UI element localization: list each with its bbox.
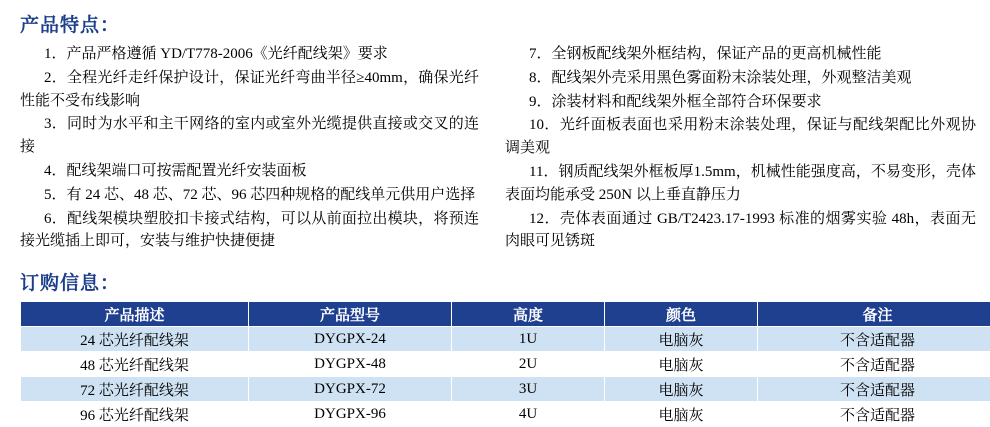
feature-item: 4．配线架端口可按需配置光纤安装面板 (20, 160, 479, 183)
feature-item: 6．配线架模块塑胶扣卡接式结构，可以从前面拉出模块，将预连接光缆插上即可，安装与维护快捷便捷 (20, 208, 479, 254)
table-body (21, 327, 990, 427)
features-left-column (14, 43, 495, 254)
feature-item: 10．光纤面板表面也采用粉末涂装处理，保证与配线架配比外观协调美观 (505, 114, 976, 160)
cell-description: 72 芯光纤配线架 (21, 377, 249, 402)
feature-item: 2．全程光纤走纤保护设计，保证光纤弯曲半径≥40mm，确保光纤性能不受布线影响 (20, 67, 479, 113)
column-header-height: 高度 (452, 302, 605, 327)
cell-height: 3U (452, 377, 605, 402)
cell-height: 1U (452, 327, 605, 352)
cell-color: 电脑灰 (605, 327, 758, 352)
column-header-color: 颜色 (605, 302, 758, 327)
cell-height: 4U (452, 402, 605, 427)
cell-description: 96 芯光纤配线架 (21, 402, 249, 427)
table-header-row (21, 302, 990, 327)
table-row (21, 327, 990, 352)
feature-item: 9．涂装材料和配线架外框全部符合环保要求 (505, 91, 976, 114)
table-row (21, 402, 990, 427)
feature-item: 3．同时为水平和主干网络的室内或室外光缆提供直接或交叉的连接 (20, 113, 479, 159)
table-row (21, 377, 990, 402)
cell-model: DYGPX-96 (249, 402, 452, 427)
feature-item: 1．产品严格遵循 YD/T778-2006《光纤配线架》要求 (20, 43, 479, 66)
cell-color: 电脑灰 (605, 402, 758, 427)
cell-model: DYGPX-24 (249, 327, 452, 352)
feature-item: 7．全钢板配线架外框结构，保证产品的更高机械性能 (505, 43, 976, 66)
features-columns (14, 43, 976, 254)
cell-height: 2U (452, 352, 605, 377)
cell-description: 24 芯光纤配线架 (21, 327, 249, 352)
table-header (21, 302, 990, 327)
features-right-column (495, 43, 976, 254)
cell-color: 电脑灰 (605, 352, 758, 377)
column-header-remark: 备注 (758, 302, 990, 327)
feature-item: 5．有 24 芯、48 芯、72 芯、96 芯四种规格的配线单元供用户选择 (20, 184, 479, 207)
order-information-table (20, 301, 990, 427)
feature-item: 12．壳体表面通过 GB/T2423.17-1993 标准的烟雾实验 48h，表面无肉眼可见锈斑 (505, 208, 976, 254)
cell-description: 48 芯光纤配线架 (21, 352, 249, 377)
cell-color: 电脑灰 (605, 377, 758, 402)
column-header-description: 产品描述 (21, 302, 249, 327)
cell-model: DYGPX-48 (249, 352, 452, 377)
table-row (21, 352, 990, 377)
cell-model: DYGPX-72 (249, 377, 452, 402)
cell-remark: 不含适配器 (758, 377, 990, 402)
cell-remark: 不含适配器 (758, 327, 990, 352)
order-section-title: 订购信息： (20, 268, 976, 295)
cell-remark: 不含适配器 (758, 352, 990, 377)
features-section-title: 产品特点： (20, 10, 976, 37)
column-header-model: 产品型号 (249, 302, 452, 327)
feature-item: 8．配线架外壳采用黑色雾面粉末涂装处理，外观整洁美观 (505, 67, 976, 90)
feature-item: 11．钢质配线架外框板厚1.5mm，机械性能强度高，不易变形，壳体表面均能承受 250N 以上垂直静压力 (505, 161, 976, 207)
cell-remark: 不含适配器 (758, 402, 990, 427)
